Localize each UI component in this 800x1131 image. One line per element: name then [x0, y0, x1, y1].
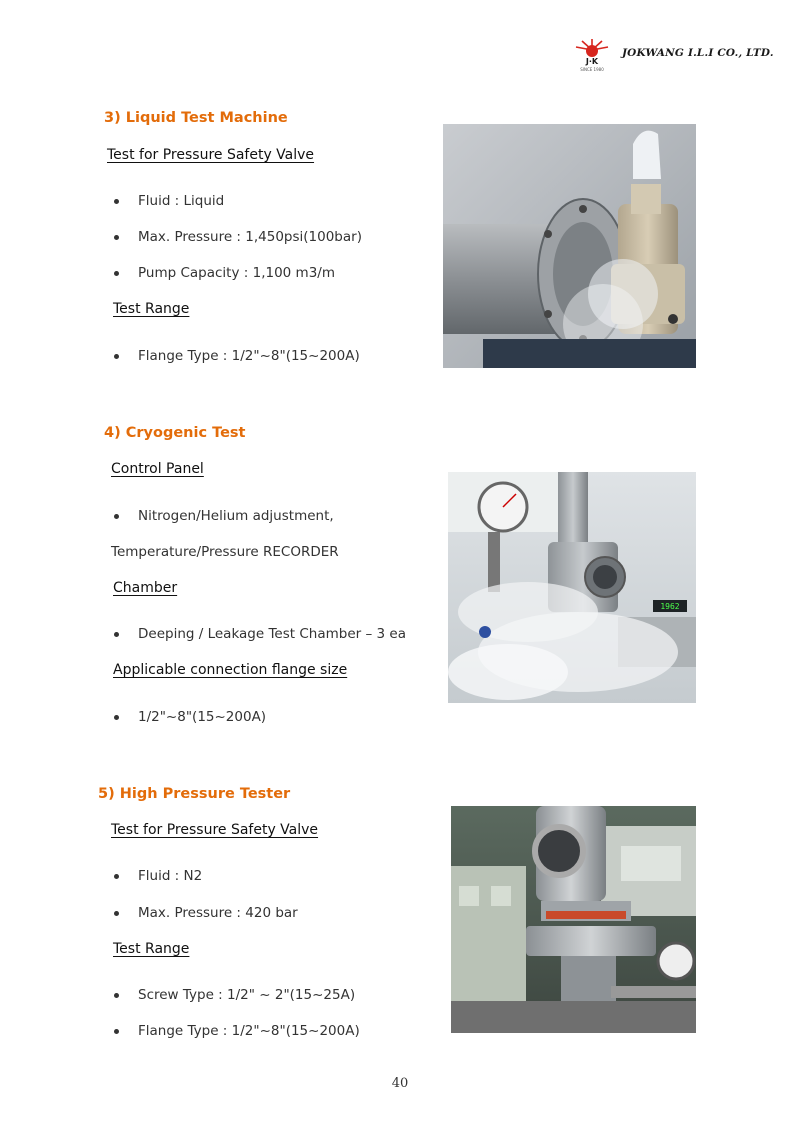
bullet-item: Screw Type : 1/2" ~ 2"(15~25A): [114, 987, 355, 1003]
high-pressure-tester-photo: [451, 806, 696, 1033]
bullet-item: Max. Pressure : 420 bar: [114, 905, 298, 921]
bullet-item: Deeping / Leakage Test Chamber – 3 ea: [114, 626, 406, 642]
bullet-item: Flange Type : 1/2"~8"(15~200A): [114, 348, 360, 364]
subheading-test-range: Test Range: [113, 301, 190, 317]
bullet-continuation: Temperature/Pressure RECORDER: [111, 544, 339, 560]
bullet-item: Max. Pressure : 1,450psi(100bar): [114, 229, 362, 245]
section-title-liquid-test: 3) Liquid Test Machine: [104, 110, 288, 126]
bullet-item: Flange Type : 1/2"~8"(15~200A): [114, 1023, 360, 1039]
bullet-item: Pump Capacity : 1,100 m3/m: [114, 265, 335, 281]
bullet-item: Fluid : N2: [114, 868, 202, 884]
bullet-item: 1/2"~8"(15~200A): [114, 709, 266, 725]
subheading-chamber: Chamber: [113, 580, 178, 596]
bullet-item: Nitrogen/Helium adjustment,: [114, 508, 334, 524]
company-name: JOKWANG I.L.I CO., LTD.: [622, 47, 774, 59]
section-title-high-pressure-tester: 5) High Pressure Tester: [98, 786, 291, 802]
svg-text:J·K: J·K: [585, 57, 599, 66]
jk-logo-icon: [572, 38, 622, 74]
subheading-control-panel: Control Panel: [111, 461, 204, 477]
subheading-flange-size: Applicable connection flange size: [113, 662, 348, 678]
subheading-test-psv: Test for Pressure Safety Valve: [111, 822, 319, 838]
bullet-item: Fluid : Liquid: [114, 193, 224, 209]
subheading-test-psv: Test for Pressure Safety Valve: [107, 147, 315, 163]
svg-text:1962: 1962: [660, 602, 680, 611]
section-title-cryogenic-test: 4) Cryogenic Test: [104, 425, 246, 441]
liquid-test-machine-photo: [443, 124, 696, 368]
svg-text:SINCE 1980: SINCE 1980: [580, 67, 604, 72]
company-logo: [572, 38, 774, 74]
page-number: 40: [391, 1076, 409, 1091]
subheading-test-range: Test Range: [113, 941, 190, 957]
cryogenic-test-photo: [448, 472, 696, 703]
